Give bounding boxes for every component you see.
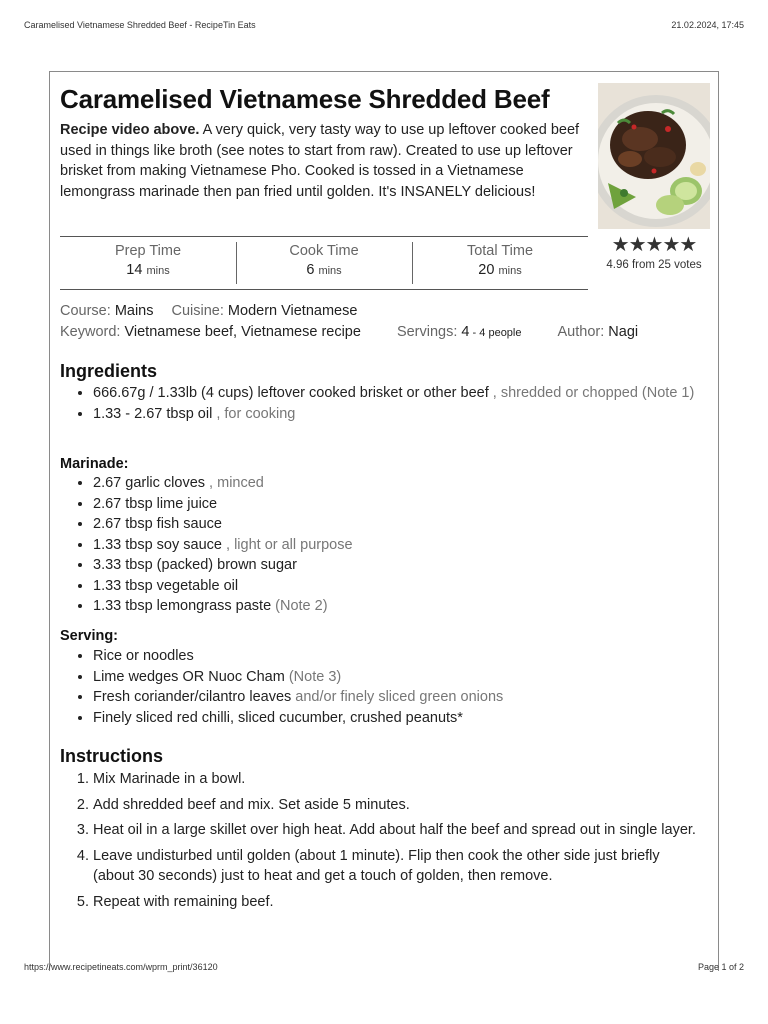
- ingredient-note: , light or all purpose: [221, 536, 353, 553]
- ingredient-text: 1.33 tbsp lemongrass paste: [93, 598, 272, 614]
- ingredient-note: and/or finely sliced green onions: [291, 689, 504, 705]
- instructions-list: [60, 769, 700, 917]
- list-item: [93, 708, 700, 729]
- recipe-summary: [60, 120, 590, 202]
- print-header: [24, 20, 744, 30]
- recipe-meta: [60, 301, 700, 343]
- print-footer: [24, 962, 744, 972]
- ingredient-note: , for cooking: [212, 405, 296, 422]
- meta-line-1: [60, 301, 700, 322]
- rating-votes: 4.96 from 25 votes: [606, 259, 702, 271]
- instruction-step: 5. Repeat with remaining beef.: [93, 892, 700, 913]
- list-item: [93, 404, 700, 425]
- total-time-unit: mins: [498, 265, 522, 277]
- summary-lead: Recipe video above.: [60, 122, 200, 138]
- cuisine-value: Modern Vietnamese: [227, 303, 358, 319]
- author-value: Nagi: [608, 323, 639, 340]
- prep-time-value: 14: [126, 262, 143, 278]
- total-time-label: Total Time: [466, 243, 534, 259]
- print-footer-page: Page 1 of 2: [697, 962, 744, 972]
- ingredient-text: Fresh coriander/cilantro leaves: [93, 689, 292, 705]
- servings-sep: -: [469, 326, 480, 339]
- keyword-label: Keyword:: [60, 323, 121, 340]
- cook-time-label: Cook Time: [289, 243, 359, 259]
- marinade-list: [60, 473, 700, 617]
- ingredient-text: 3.33 tbsp (packed) brown sugar: [93, 557, 297, 573]
- ingredient-text: Rice or noodles: [93, 648, 194, 664]
- meta-line-2: [60, 322, 700, 344]
- instruction-step: 1. Mix Marinade in a bowl.: [93, 769, 700, 790]
- ingredient-note: (Note 2): [271, 598, 328, 614]
- summary-text: A very quick, very tasty way to use up leftover cooked beef used in things like broth (see notes to start from raw). Created to use up leftover brisket from making Vietnamese Pho. Cooked is tossed in a Vietnamese lemongrass marinade then pan fried until golden. It's INSANELY delicious!: [60, 122, 580, 200]
- list-item: [93, 535, 700, 556]
- ingredient-text: 2.67 tbsp fish sauce: [93, 516, 222, 532]
- course-label: Course:: [60, 303, 111, 319]
- ingredients-list: [60, 383, 700, 424]
- ingredient-text: 2.67 garlic cloves: [93, 475, 206, 491]
- recipe-times: [60, 236, 588, 290]
- total-time-value: 20: [478, 262, 495, 278]
- list-item: [93, 576, 700, 597]
- total-time: [412, 237, 588, 289]
- list-item: [93, 646, 700, 667]
- list-item: [93, 596, 700, 617]
- prep-time-unit: mins: [146, 265, 170, 277]
- list-item: [93, 473, 700, 494]
- serving-title: Serving:: [60, 628, 119, 644]
- ingredient-text: 666.67g / 1.33lb (4 cups) leftover cooked brisket or other beef: [93, 385, 489, 401]
- star-rating-icon: ★★★★★: [611, 234, 697, 256]
- ingredient-text: 1.33 tbsp vegetable oil: [93, 577, 239, 594]
- print-header-title: Caramelised Vietnamese Shredded Beef - RecipeTin Eats: [24, 20, 256, 30]
- course-value: Mains: [114, 303, 154, 319]
- servings-unit: 4 people: [479, 326, 522, 339]
- marinade-title: Marinade:: [60, 456, 129, 472]
- servings-label: Servings:: [396, 323, 458, 340]
- ingredient-text: Finely sliced red chilli, sliced cucumber, crushed peanuts*: [93, 709, 463, 726]
- list-item: [93, 555, 700, 576]
- cuisine-label: Cuisine:: [171, 303, 224, 319]
- author-label: Author:: [557, 323, 605, 340]
- ingredient-note: , shredded or chopped (Note 1): [488, 385, 695, 401]
- ingredient-note: (Note 3): [284, 668, 342, 685]
- cook-time-value: 6: [306, 262, 315, 278]
- print-header-datetime: 21.02.2024, 17:45: [671, 20, 744, 30]
- ingredients-title: Ingredients: [60, 361, 158, 381]
- ingredient-text: Lime wedges OR Nuoc Cham: [93, 668, 285, 685]
- ingredient-note: , minced: [205, 475, 264, 491]
- instruction-step: 3. Heat oil in a large skillet over high heat. Add about half the beef and spread out in single layer.: [93, 820, 700, 841]
- print-footer-url: https://www.recipetineats.com/wprm_print/36120: [24, 962, 218, 972]
- recipe-photo: [598, 83, 710, 229]
- instruction-step: 4. Leave undisturbed until golden (about 1 minute). Flip then cook the other side just briefly (about 30 seconds) just to heat and get a touch of golden, then remove.: [93, 846, 700, 887]
- prep-time: [60, 237, 236, 289]
- recipe-rating: [598, 234, 710, 271]
- prep-time-label: Prep Time: [114, 243, 182, 259]
- instructions-title: Instructions: [60, 746, 164, 766]
- servings-value: 4: [461, 323, 470, 340]
- keyword-value: Vietnamese beef, Vietnamese recipe: [124, 323, 361, 340]
- list-item: [93, 494, 700, 515]
- recipe-title: Caramelised Vietnamese Shredded Beef: [60, 84, 550, 114]
- instruction-step: 2. Add shredded beef and mix. Set aside 5 minutes.: [93, 795, 700, 816]
- cook-time: [236, 237, 412, 289]
- ingredient-text: 2.67 tbsp lime juice: [93, 495, 218, 512]
- recipe-card: [49, 71, 719, 971]
- ingredient-text: 1.33 tbsp soy sauce: [93, 536, 222, 553]
- recipe-photo-image: [598, 83, 710, 229]
- list-item: [93, 667, 700, 688]
- list-item: [93, 514, 700, 535]
- ingredient-text: 1.33 - 2.67 tbsp oil: [93, 405, 213, 422]
- serving-list: [60, 646, 700, 728]
- list-item: [93, 383, 700, 404]
- cook-time-unit: mins: [318, 265, 342, 277]
- list-item: [93, 687, 700, 708]
